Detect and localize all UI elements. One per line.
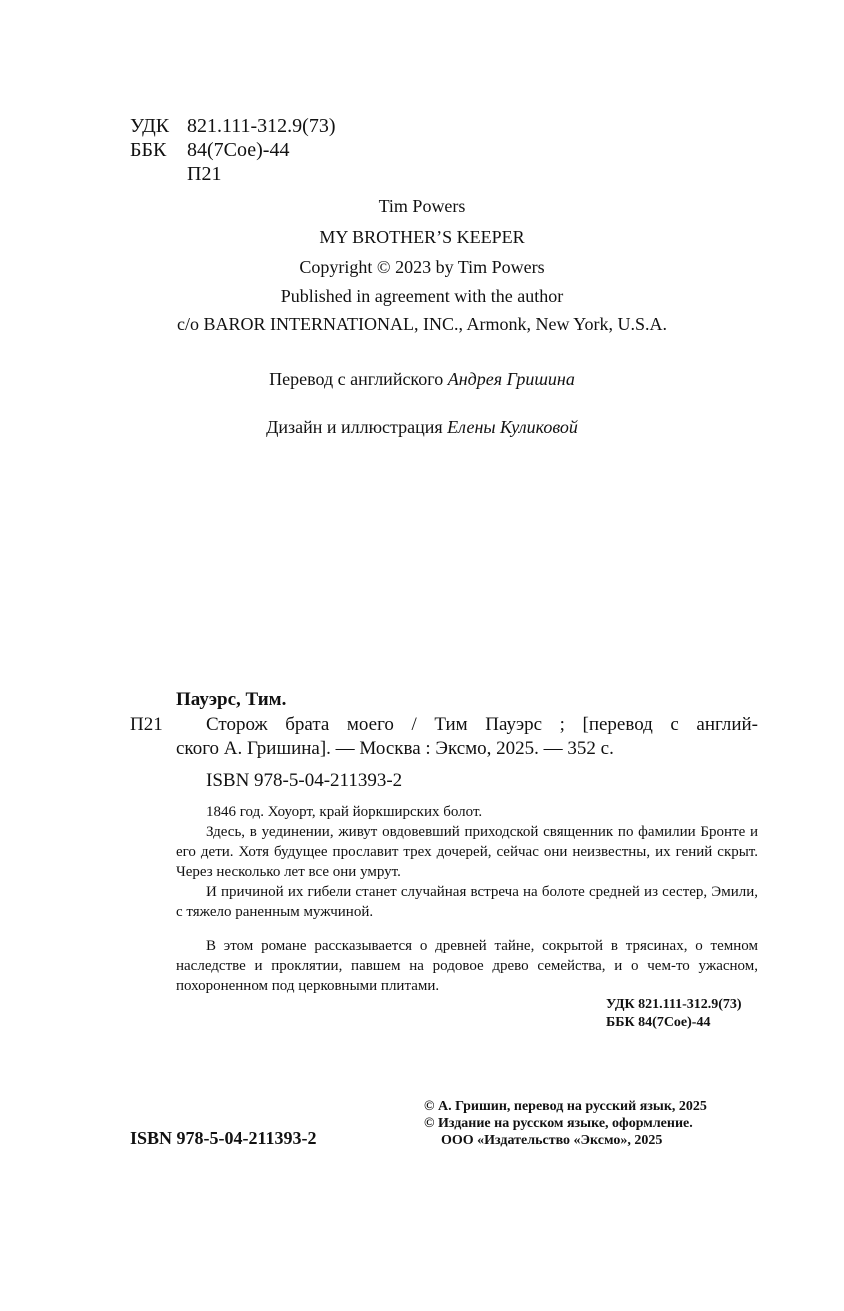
biblio-mark: П21 (130, 714, 163, 735)
author-mark: П21 (187, 163, 222, 185)
footer-isbn: ISBN 978-5-04-211393-2 (130, 1128, 317, 1148)
footer-copyright-2: © Издание на русском языке, оформление. (424, 1116, 693, 1131)
annotation-p4: В этом романе рассказывается о древней тайне, сокрытой в трясинах, о темном наследстве и проклятии, павшем на родовое древо семейства, и о чем-то ужасном, похороненном под церковными плитами. (176, 938, 758, 994)
original-title: MY BROTHER’S KEEPER (319, 227, 525, 247)
footer-copyright-3: ООО «Издательство «Эксмо», 2025 (441, 1133, 663, 1148)
translation-prefix: Перевод с английского (269, 369, 444, 389)
biblio-isbn: ISBN 978-5-04-211393-2 (206, 770, 403, 791)
biblio-heading: Пауэрс, Тим. (176, 689, 287, 710)
index-udk: УДК 821.111-312.9(73) (606, 997, 742, 1012)
annotation-p3: И причиной их гибели станет случайная встреча на болоте средней из сестер, Эмили, с тяжело раненным мужчиной. (176, 884, 758, 920)
original-copyright: Copyright © 2023 by Tim Powers (299, 257, 545, 277)
design-credit (0, 417, 844, 438)
biblio-line-1: Сторож брата моего / Тим Пауэрс ; [перевод с англий- (206, 714, 758, 735)
translator-name: Андрея Гришина (447, 369, 575, 389)
annotation-p2: Здесь, в уединении, живут овдовевший приходской священник по фамилии Бронте и его дети. Хотя будущее прославит трех дочерей, сейчас они неизвестны, их гений скрыт. Через несколько лет все они умрут. (176, 824, 758, 880)
design-prefix: Дизайн и иллюстрация (266, 417, 443, 437)
translation-credit (0, 369, 844, 390)
footer-copyright-1: © А. Гришин, перевод на русский язык, 2025 (424, 1099, 707, 1114)
original-author: Tim Powers (378, 196, 466, 216)
annotation-p1: 1846 год. Хоуорт, край йоркширских болот. (206, 804, 483, 820)
udk-label: УДК (130, 115, 170, 137)
bbk-label: ББК (130, 139, 167, 161)
original-agreement: Published in agreement with the author (280, 286, 564, 306)
biblio-line-2: ского А. Гришина]. — Москва : Эксмо, 2025. — 352 с. (176, 738, 614, 759)
annotation-summary (176, 936, 758, 996)
index-bbk: ББК 84(7Сое)-44 (606, 1015, 711, 1030)
udk-value: 821.111-312.9(73) (187, 115, 336, 137)
annotation (176, 802, 758, 922)
designer-name: Елены Куликовой (447, 417, 578, 437)
original-agency: c/o BAROR INTERNATIONAL, INC., Armonk, New York, U.S.A. (177, 314, 667, 334)
bbk-value: 84(7Сое)-44 (187, 139, 290, 161)
